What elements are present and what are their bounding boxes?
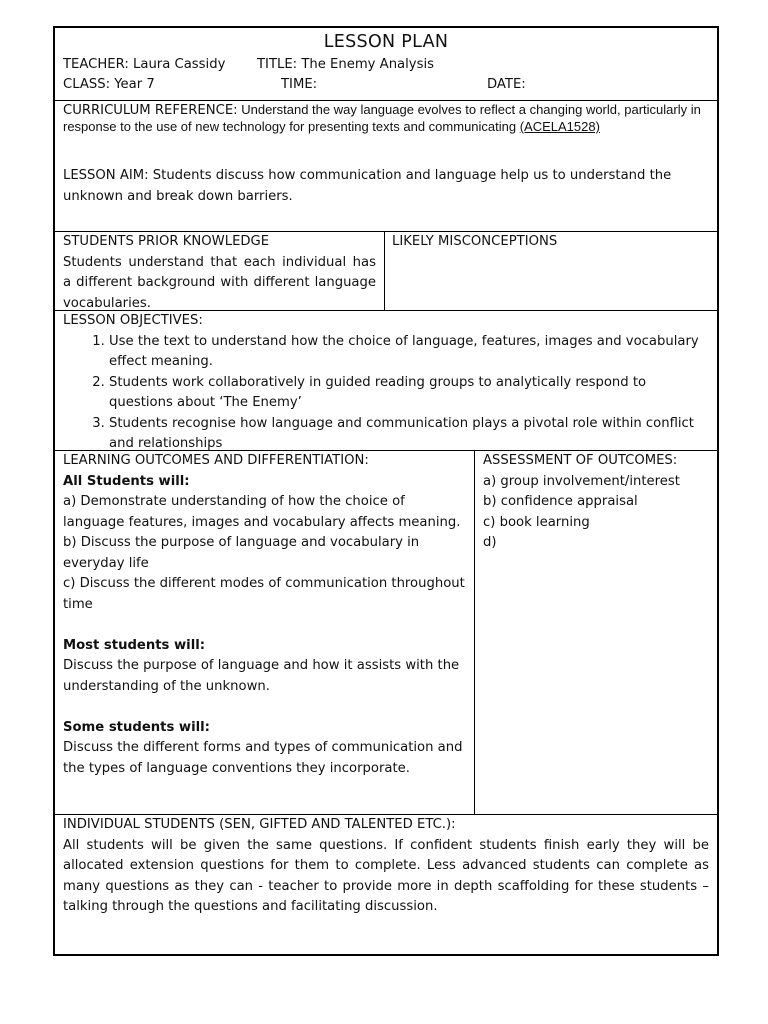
some-students-label: Some students will:	[63, 719, 210, 735]
outcomes-section	[55, 451, 717, 815]
time-field: TIME:	[281, 77, 318, 92]
all-students-label: All Students will:	[63, 473, 190, 489]
header-section	[55, 28, 717, 101]
lesson-plan-sheet	[53, 26, 719, 956]
lesson-title-field: TITLE: The Enemy Analysis	[257, 57, 435, 72]
teacher-row	[63, 55, 709, 75]
objective-item: 2. Students work collaboratively in guided reading groups to analytically respond to questions about ‘The Enemy’	[109, 373, 709, 414]
prior-knowledge-text: Students understand that each individual has a different background with different language vocabularies.	[63, 254, 376, 311]
date-field: DATE:	[487, 77, 526, 92]
most-students-text: Discuss the purpose of language and how it assists with the understanding of the unknown.	[63, 658, 460, 694]
curriculum-label: CURRICULUM REFERENCE:	[63, 103, 238, 118]
assessment-item: d)	[483, 535, 497, 550]
all-students-item: b) Discuss the purpose of language and vocabulary in everyday life	[63, 535, 420, 571]
objective-item: 1. Use the text to understand how the choice of language, features, images and vocabulary effect meaning.	[109, 332, 709, 373]
all-students-item: a) Demonstrate understanding of how the choice of language features, images and vocabulary affects meaning.	[63, 494, 461, 530]
individual-text: All students will be given the same questions. If confident students finish early they will be allocated extension questions for them to complete. Less advanced students can complete as many questions as they can - teacher to provide more in depth scaffolding for these students – talking through the questions and facilitating discussion.	[63, 837, 709, 914]
some-students-text: Discuss the different forms and types of communication and the types of language conventions they incorporate.	[63, 740, 463, 776]
objectives-section	[55, 311, 717, 451]
assessment-cell	[475, 451, 717, 814]
assessment-heading: ASSESSMENT OF OUTCOMES:	[483, 453, 678, 468]
teacher-field: TEACHER: Laura Cassidy	[63, 57, 226, 72]
individual-heading: INDIVIDUAL STUDENTS (SEN, GIFTED AND TALENTED ETC.):	[63, 817, 456, 832]
knowledge-section	[55, 232, 717, 311]
misconceptions-cell	[385, 232, 717, 310]
curriculum-code: (ACELA1528)	[519, 119, 600, 134]
page-title: LESSON PLAN	[323, 32, 449, 52]
misconceptions-heading: LIKELY MISCONCEPTIONS	[392, 234, 558, 249]
curriculum-reference	[63, 102, 709, 135]
objectives-list	[63, 332, 709, 455]
curriculum-section	[55, 102, 717, 232]
objectives-heading: LESSON OBJECTIVES:	[63, 313, 203, 328]
objective-item: 3. Students recognise how language and communication plays a pivotal role within conflict and relationships	[109, 414, 709, 455]
class-field: CLASS: Year 7	[63, 77, 155, 92]
assessment-item: c) book learning	[483, 514, 590, 530]
prior-knowledge-cell	[55, 232, 385, 310]
most-students-label: Most students will:	[63, 637, 206, 653]
lesson-aim: LESSON AIM: Students discuss how communication and language help us to understand the unknown and break down barriers.	[63, 168, 672, 204]
curriculum-text: Understand the way language evolves to reflect a changing world, particularly in response to the use of new technology for presenting texts and communicating	[63, 102, 701, 134]
individual-students-section	[55, 815, 717, 954]
prior-knowledge-heading: STUDENTS PRIOR KNOWLEDGE	[63, 234, 270, 249]
learning-outcomes-cell	[55, 451, 475, 814]
assessment-item: b) confidence appraisal	[483, 494, 638, 509]
class-row	[63, 75, 709, 95]
outcomes-heading: LEARNING OUTCOMES AND DIFFERENTIATION:	[63, 453, 369, 468]
all-students-item: c) Discuss the different modes of communication throughout time	[63, 576, 465, 612]
assessment-item: a) group involvement/interest	[483, 473, 680, 489]
